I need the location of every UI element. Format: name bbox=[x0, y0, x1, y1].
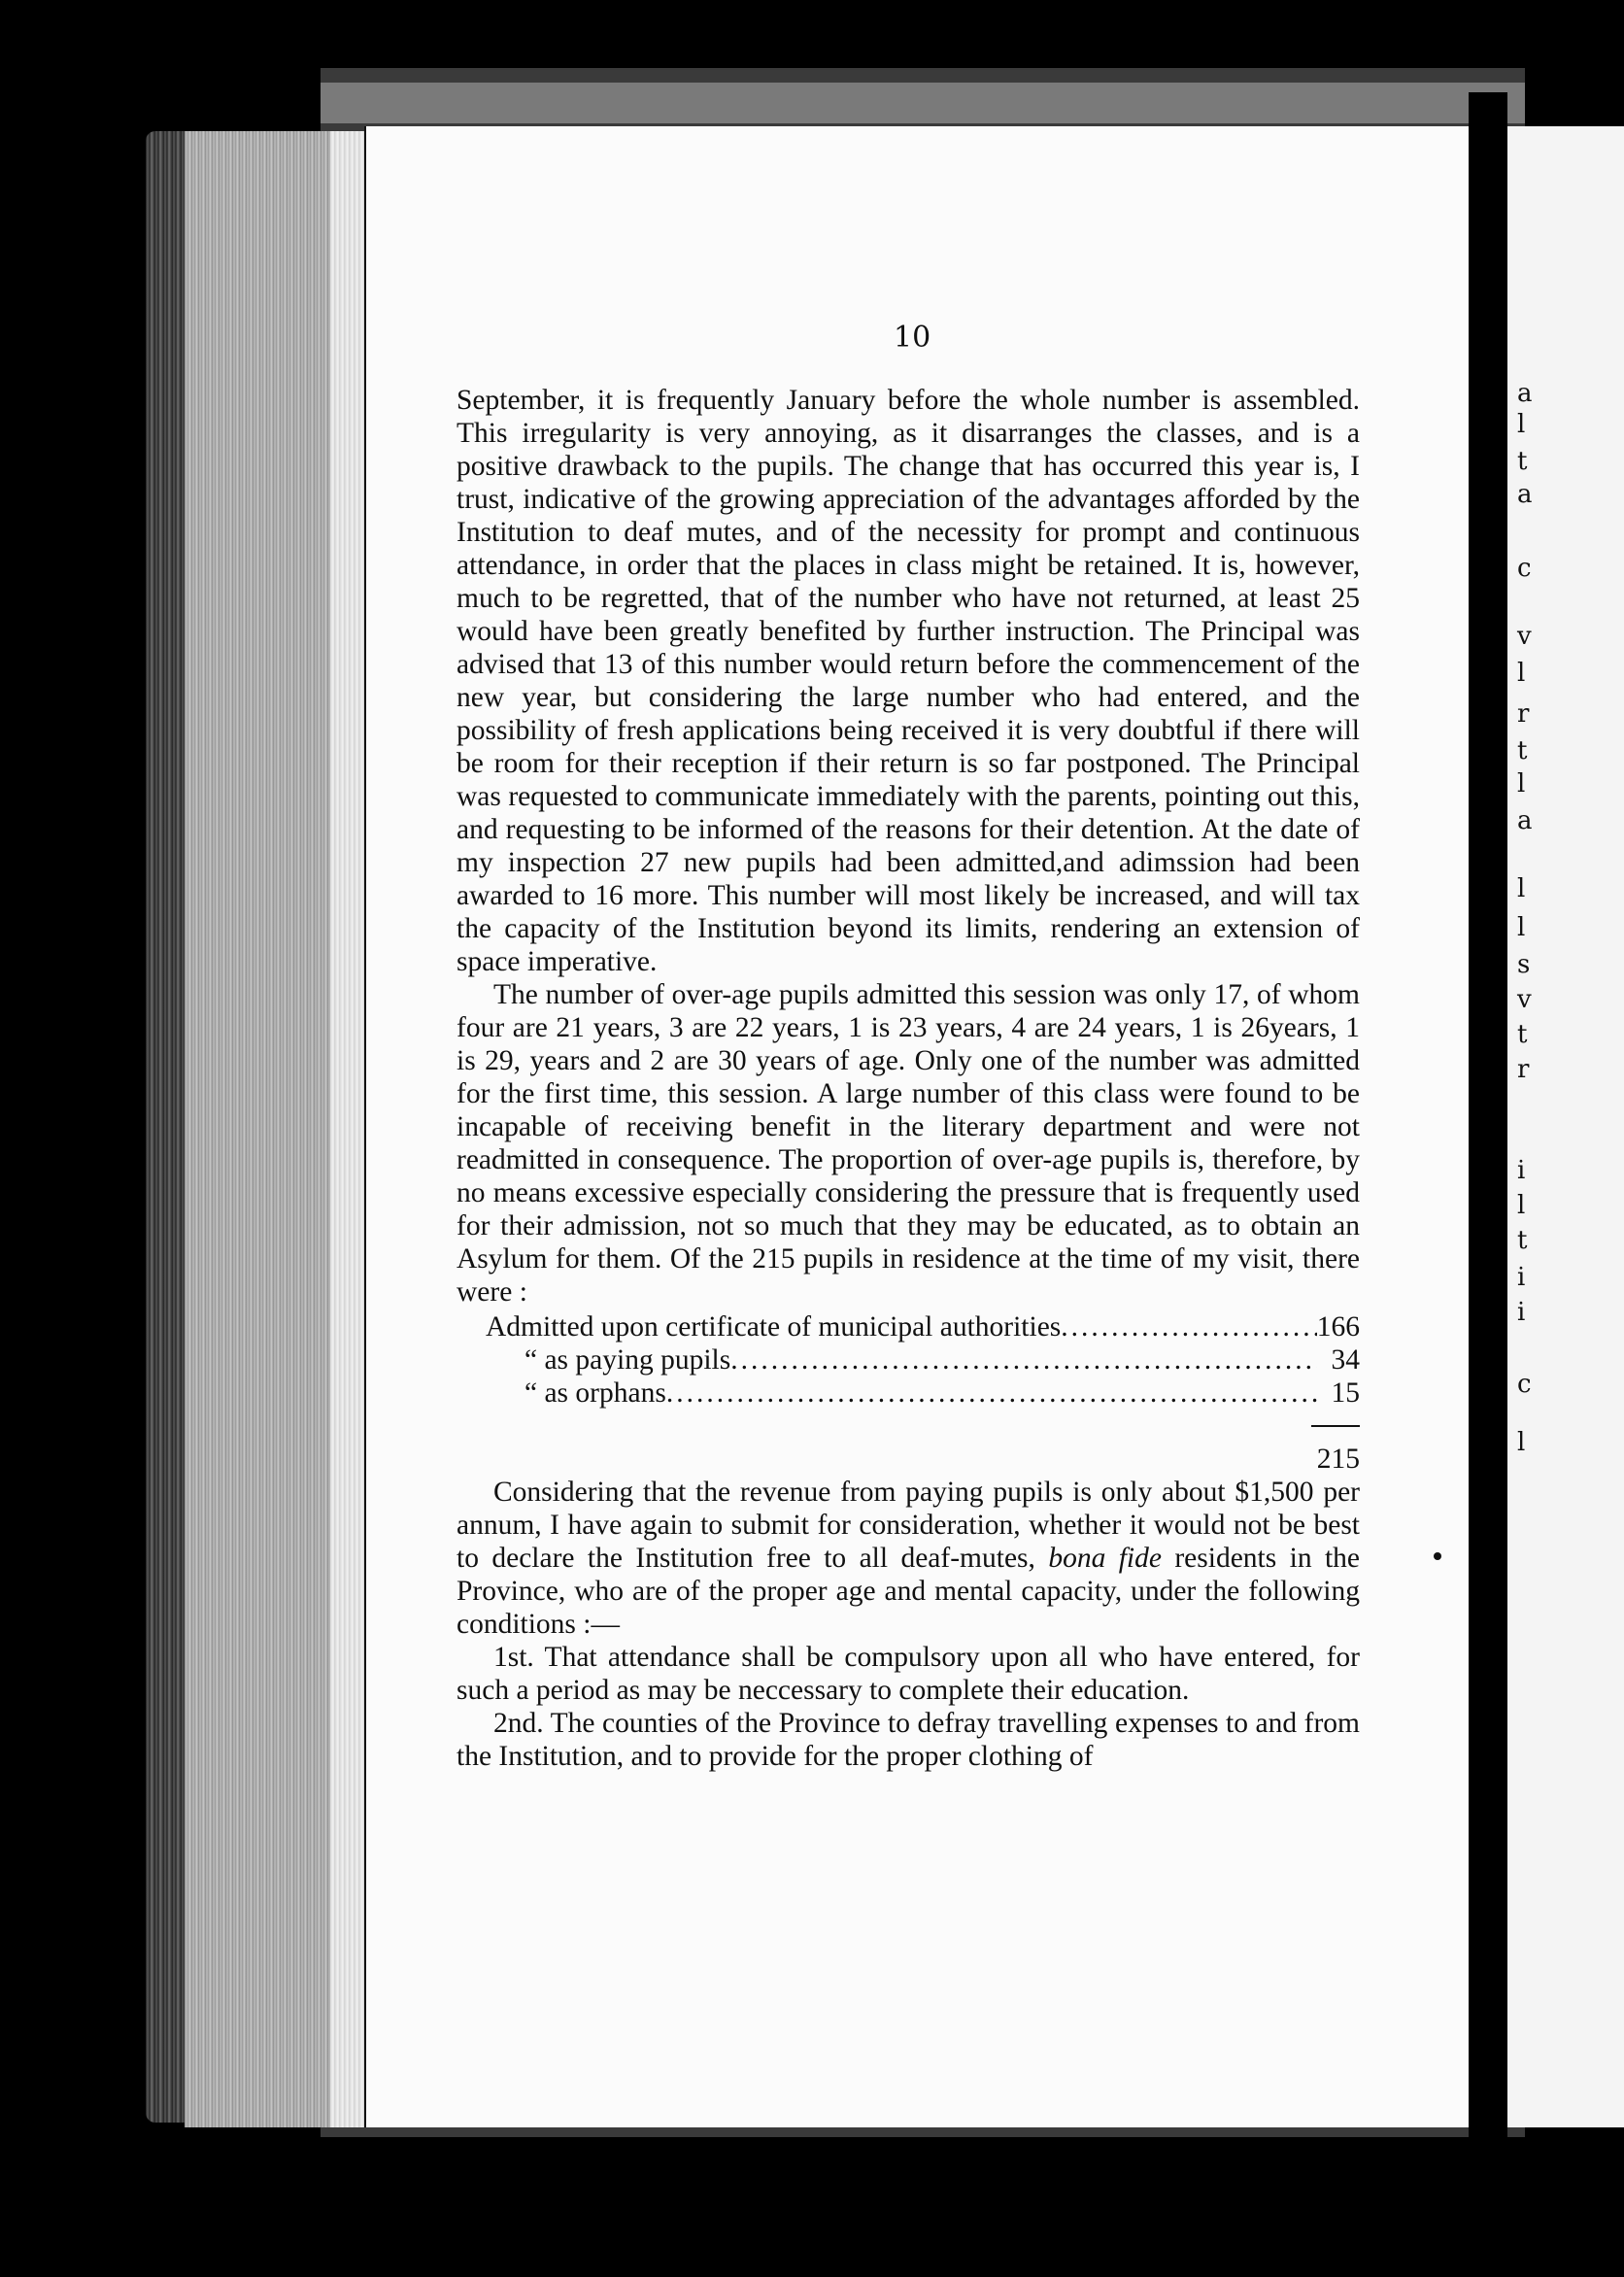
page-number: 10 bbox=[894, 321, 931, 355]
facing-page-char: l bbox=[1517, 1191, 1526, 1220]
facing-page-char: l bbox=[1517, 659, 1526, 688]
paragraph-2: The number of over-age pupils admitted this session was only 17, of whom four are 21 years, 3 are 22 years, 1 is 23 years, 4 are 24 years, 1 is 26years, 1 is 29, years and 2 are 30 years of age. Only one of the number was admitted for the first time, this session. A large number of this class were found to be incapable of receiving benefit in the literary department and were not readmitted in consequence. The proportion of over-age pupils is, therefore, by no means excessive especially considering the pressure that is frequently used for their admission, not so much that they may be educated, as to obtain an Asylum for them. Of the 215 pupils in residence at the time of my visit, there were : bbox=[457, 979, 1360, 1308]
book-top-edge bbox=[321, 83, 1525, 123]
page-edge-stack bbox=[185, 131, 350, 2127]
facing-page-char: t bbox=[1517, 736, 1528, 765]
facing-page-char: l bbox=[1517, 410, 1526, 439]
sum-rule bbox=[457, 1410, 1360, 1443]
facing-page-char: a bbox=[1517, 806, 1533, 835]
facing-page-char: i bbox=[1517, 1263, 1526, 1292]
facing-page-char: i bbox=[1517, 1156, 1526, 1185]
row-label: Admitted upon certificate of municipal authorities bbox=[486, 1311, 1062, 1342]
table-row bbox=[457, 1343, 1360, 1376]
leader-dots bbox=[730, 1343, 1317, 1376]
facing-page-char: a bbox=[1517, 379, 1533, 408]
paragraph-1: September, it is frequently January before the whole number is assembled. This irregularity is very annoying, as it disarranges the classes, and is a positive drawback to the pupils. The change that has occurred this year is, I trust, indicative of the growing appreciation of the advantages afforded by the Institution to deaf mutes, and of the necessity for prompt and continuous attendance, in order that the places in class might be retained. It is, however, much to be regretted, that of the number who have not returned, at least 25 would have been greatly benefited by further instruction. The Principal was advised that 13 of this number would return before the commencement of the new year, but considering the large number who had entered, and the possibility of fresh applications being received it is very doubtful if there will be room for their reception if their return is so far postponed. The Principal was requested to communicate immediately with the parents, pointing out this, and requesting to be informed of the reasons for their detention. At the date of my inspection 27 new pupils had been admitted,and adimssion had been awarded to 16 more. This number will most likely be increased, and will tax the capacity of the Institution beyond its limits, rendering an extension of space imperative. bbox=[457, 385, 1360, 977]
row-label: “ as orphans bbox=[524, 1377, 666, 1409]
facing-page-char: l bbox=[1517, 1428, 1526, 1457]
facing-page-char: r bbox=[1517, 1055, 1530, 1084]
facing-page-fragment bbox=[1507, 126, 1624, 2127]
facing-page-char: v bbox=[1517, 622, 1532, 651]
paragraph-3 bbox=[457, 1476, 1360, 1641]
row-label: “ as paying pupils bbox=[524, 1344, 731, 1376]
table-row bbox=[457, 1376, 1360, 1410]
facing-page-char: t bbox=[1517, 1020, 1528, 1049]
row-value: 166 bbox=[1316, 1311, 1360, 1342]
page-edge-stack-inner bbox=[330, 131, 369, 2127]
facing-page-char: l bbox=[1517, 913, 1526, 942]
page-body bbox=[457, 384, 1360, 1773]
leader-dots bbox=[1061, 1310, 1316, 1343]
ink-dot bbox=[1434, 1552, 1441, 1560]
facing-page-char: l bbox=[1517, 874, 1526, 903]
facing-page-char: r bbox=[1517, 699, 1530, 729]
facing-page-char: l bbox=[1517, 769, 1526, 799]
paragraph-3-italic: bona fide bbox=[1048, 1543, 1162, 1574]
facing-page-char: c bbox=[1517, 1370, 1532, 1399]
pupil-table bbox=[457, 1310, 1360, 1476]
facing-page-char: t bbox=[1517, 447, 1528, 476]
paragraph-3-text-a: Considering that the revenue from paying pupils is only about $1,500 per annum, I have again to submit for consideration, whether it would not be best to declare the Institution free to all deaf-mutes, bbox=[457, 1477, 1360, 1574]
book-gutter bbox=[1469, 92, 1507, 2142]
facing-page-char: s bbox=[1517, 950, 1531, 979]
table-total: 215 bbox=[1316, 1444, 1360, 1475]
row-value: 15 bbox=[1331, 1377, 1360, 1409]
facing-page-char: a bbox=[1517, 480, 1533, 509]
facing-page-char: c bbox=[1517, 554, 1532, 583]
paragraph-5: 2nd. The counties of the Province to defray travelling expenses to and from the Institution, and to provide for the proper clothing of bbox=[457, 1708, 1360, 1772]
leader-dots bbox=[666, 1376, 1317, 1410]
facing-page-char: i bbox=[1517, 1298, 1526, 1327]
table-row bbox=[457, 1310, 1360, 1343]
paragraph-4: 1st. That attendance shall be compulsory upon all who have entered, for such a period as may be neccessary to complete their education. bbox=[457, 1642, 1360, 1706]
row-value: 34 bbox=[1331, 1344, 1360, 1376]
paragraph-3-text-b: residents in the Province, who are of the proper age and mental capacity, under the following conditions :— bbox=[457, 1543, 1361, 1640]
facing-page-char: t bbox=[1517, 1226, 1528, 1255]
facing-page-char: v bbox=[1517, 985, 1532, 1014]
